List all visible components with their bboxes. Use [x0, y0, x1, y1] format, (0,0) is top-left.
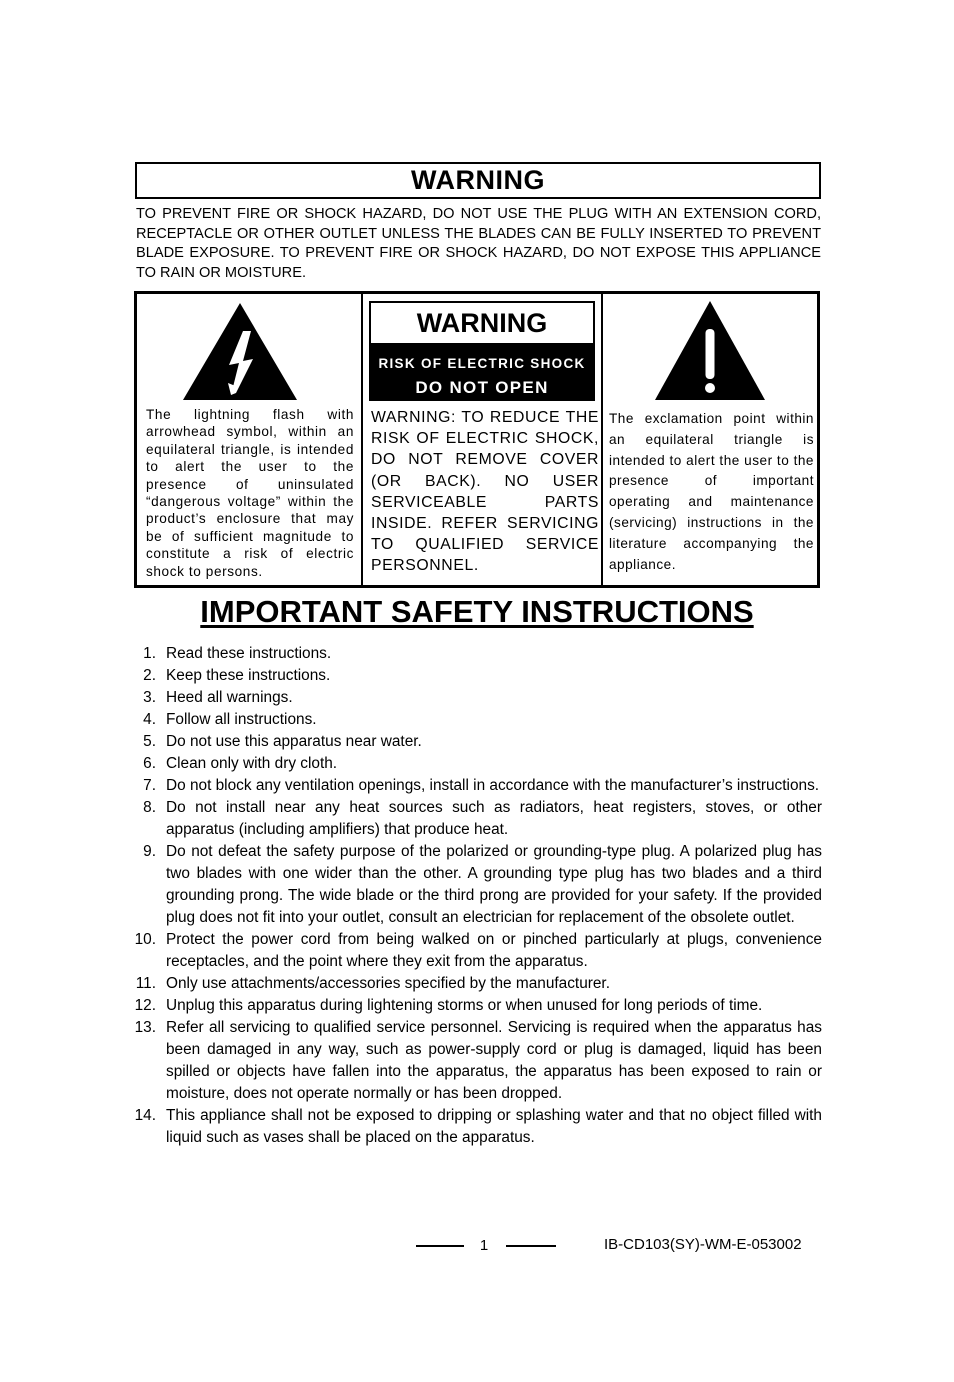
label-risk-line: RISK OF ELECTRIC SHOCK [378, 356, 586, 371]
list-item-number: 1. [143, 645, 156, 662]
list-item-number: 7. [143, 777, 156, 794]
lightning-triangle-icon [181, 301, 299, 403]
warning-title: WARNING [411, 165, 545, 195]
lightning-column [137, 294, 363, 585]
exclamation-column [603, 294, 817, 585]
list-item-text: Protect the power cord from being walked on or pinched particularly at plugs, convenience receptacles, and the point where they exit from the apparatus. [166, 931, 822, 970]
list-item-text: Clean only with dry cloth. [166, 755, 338, 772]
list-item-number: 6. [143, 755, 156, 772]
list-item [130, 929, 822, 973]
footer-rule-left [416, 1245, 464, 1247]
list-item-text: Do not defeat the safety purpose of the polarized or grounding-type plug. A polarized plug has two blades with one wider than the other. A grounding type plug has two blades and a third grounding prong. The wide blade or the third prong are provided for your safety. If the provided plug does not fit into your outlet, consult an electrician for replacement of the obsolete outlet. [166, 843, 822, 926]
label-do-not-open: DO NOT OPEN [415, 378, 549, 397]
list-item [130, 665, 822, 687]
list-item-number: 11. [135, 975, 156, 992]
list-item-number: 10. [134, 931, 156, 948]
list-item [130, 709, 822, 731]
list-item-text: This appliance shall not be exposed to dripping or splashing water and that no object filled with liquid such as vases shall be placed on the apparatus. [166, 1107, 822, 1146]
list-item [130, 753, 822, 775]
list-item-number: 12. [134, 997, 156, 1014]
list-item-text: Do not use this apparatus near water. [166, 733, 422, 750]
label-title: WARNING [371, 303, 593, 343]
list-item [130, 995, 822, 1017]
list-item-number: 3. [143, 689, 156, 706]
warning-label [369, 301, 595, 401]
list-item-text: Only use attachments/accessories specified by the manufacturer. [166, 975, 610, 992]
list-item-number: 4. [143, 711, 156, 728]
list-item-number: 5. [143, 733, 156, 750]
list-item-number: 14. [134, 1107, 156, 1124]
list-item [130, 1105, 822, 1149]
list-item-text: Do not block any ventilation openings, install in accordance with the manufacturer’s instructions. [166, 777, 820, 794]
list-item [130, 775, 822, 797]
list-item [130, 797, 822, 841]
list-item-text: Keep these instructions. [166, 667, 331, 684]
safety-instructions-list [130, 643, 822, 1149]
list-item-text: Follow all instructions. [166, 711, 317, 728]
lightning-description: The lightning flash with arrowhead symbol, within an equilateral triangle, is intended to alert the user to the presence of uninsulated “dangerous voltage” within the product’s enclosure that may be of sufficient magnitude to constitute a risk of electric shock to persons. [146, 407, 354, 579]
list-item [130, 643, 822, 665]
list-item [130, 973, 822, 995]
list-item [130, 1017, 822, 1105]
warning-intro-text: TO PREVENT FIRE OR SHOCK HAZARD, DO NOT USE THE PLUG WITH AN EXTENSION CORD, RECEPTACLE OR OTHER OUTLET UNLESS THE BLADES CAN BE FULLY INSERTED TO PREVENT BLADE EXPOSURE. TO PREVENT FIRE OR SHOCK HAZARD, DO NOT EXPOSE THIS APPLIANCE TO RAIN OR MOISTURE. [136, 206, 821, 281]
list-item-number: 13. [134, 1019, 156, 1036]
list-item-text: Heed all warnings. [166, 689, 293, 706]
document-code: IB-CD103(SY)-WM-E-053002 [604, 1236, 802, 1253]
list-item-text: Read these instructions. [166, 645, 332, 662]
footer-rule-right [506, 1245, 556, 1247]
label-column [363, 294, 603, 585]
list-item-number: 8. [143, 799, 156, 816]
list-item [130, 841, 822, 929]
list-item-text: Unplug this apparatus during lightening storms or when unused for long periods of time. [166, 997, 763, 1014]
safety-instructions-title: IMPORTANT SAFETY INSTRUCTIONS [200, 594, 754, 629]
list-item-number: 2. [143, 667, 156, 684]
exclamation-description: The exclamation point within an equilateral triangle is intended to alert the user to the presence of important operating and maintenance (servicing) instructions in the literature accompanying the appliance. [609, 411, 814, 572]
list-item [130, 687, 822, 709]
page-number: 1 [479, 1237, 489, 1254]
list-item-number: 9. [143, 843, 156, 860]
list-item-text: Refer all servicing to qualified service personnel. Servicing is required when the apparatus has been damaged in any way, such as power-supply cord or plug is damaged, liquid has been spilled or objects have fallen into the apparatus, the apparatus has been exposed to rain or moisture, does not operate normally or has been dropped. [166, 1019, 822, 1102]
exclamation-triangle-icon [653, 299, 767, 403]
warning-symbols-panel [134, 291, 820, 588]
center-warning-text: WARNING: TO REDUCE THE RISK OF ELECTRIC SHOCK, DO NOT REMOVE COVER (OR BACK). NO USER SERVICEABLE PARTS INSIDE. REFER SERVICING TO QUALIFIED SERVICE PERSONNEL. [371, 409, 599, 575]
list-item-text: Do not install near any heat sources such as radiators, heat registers, stoves, or other apparatus (including amplifiers) that produce heat. [166, 799, 822, 838]
list-item [130, 731, 822, 753]
warning-title-box [135, 162, 821, 199]
